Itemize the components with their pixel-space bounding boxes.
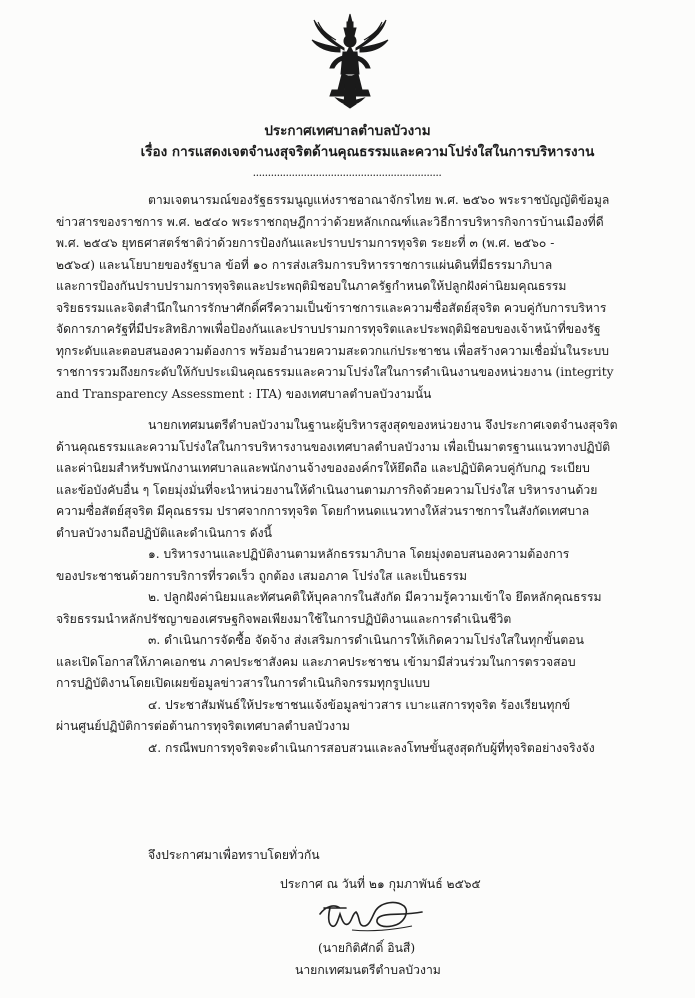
list-item-first-line: ๑. บริหารงานและปฏิบัติงานตามหลักธรรมาภิบาล โดยมุ่งตอบสนองความต้องการ [148,547,570,561]
paragraph-2 [56,415,658,544]
text-line: จริยธรรมนำหลักปรัชญาของเศรษฐกิจพอเพียงมาใช้ในการปฏิบัติงานและการดำเนินชีวิต [56,611,512,626]
text-line: ของประชาชนด้วยการบริการที่รวดเร็ว ถูกต้อง เสมอภาค โปร่งใส และเป็นธรรม [56,568,468,583]
list-item-first-line: ๔. ประชาสัมพันธ์ให้ประชาชนแจ้งข้อมูลข่าวสาร เบาะแสการทุจริต ร้องเรียนทุกข์ [148,697,571,712]
paragraph-1 [56,190,658,405]
text-line: พ.ศ. ๒๕๔๖ ยุทธศาสตร์ชาติว่าด้วยการป้องกันและปราบปรามการทุจริต ระยะที่ ๓ (พ.ศ. ๒๕๖๐ - [56,236,555,250]
document-body [56,190,658,759]
text-line: ทุกระดับและตอบสนองความต้องการ พร้อมอำนวยความสะดวกแก่ประชาชน เพื่อสร้างความเชื่อมั่นในระบบ [56,343,609,358]
text-line: ตำบลบัวงามถือปฏิบัติและดำเนินการ ดังนี้ [56,525,272,540]
list-item-first-line: ๓. ดำเนินการจัดซื้อ จัดจ้าง ส่งเสริมการดำเนินการให้เกิดความโปร่งใสในทุกขั้นตอน [148,633,584,647]
list-item-first-line: ๒. ปลูกฝังค่านิยมและทัศนคติให้บุคลากรในสังกัด มีความรู้ความเข้าใจ ยึดหลักคุณธรรม [148,590,602,604]
signer-title: นายกเทศมนตรีตำบลบัวงาม [295,963,441,977]
text-line: ผ่านศูนย์ปฏิบัติการต่อต้านการทุจริตเทศบาลตำบลบัวงาม [56,719,350,733]
list-item-4 [56,695,658,738]
text-line: และค่านิยมสำหรับพนักงานเทศบาลและพนักงานจ้างขององค์กรให้ยึดถือ และปฏิบัติควบคู่กับกฎ ระเบียบ [56,461,590,475]
list-item-3 [56,630,658,695]
text-line: ๒๕๖๔) และนโยบายของรัฐบาล ข้อที่ ๑๐ การส่งเสริมการบริหารราชการแผ่นดินที่มีธรรมาภิบาล [56,257,553,272]
text-line: นายกเทศมนตรีตำบลบัวงามในฐานะผู้บริหารสูงสุดของหน่วยงาน จึงประกาศเจตจำนงสุจริต [148,418,618,432]
title-separator: ............................................................... [252,166,442,179]
text-line: ราชการรวมถึงยกระดับให้กับประเมินคุณธรรมและความโปร่งใสในการดำเนินงานของหน่วยงาน (integrity [56,365,614,379]
list-item-2 [56,587,658,630]
text-line: และการป้องกันปราบปรามการทุจริตและประพฤติมิชอบในภาครัฐกำหนดให้ปลูกฝังค่านิยมคุณธรรม [56,279,567,293]
document-title: ประกาศเทศบาลตำบลบัวงาม [264,123,431,139]
list-item-first-line: ๕. กรณีพบการทุจริตจะดำเนินการสอบสวนและลงโทษขั้นสูงสุดกับผู้ที่ทุจริตอย่างจริงจัง [148,740,595,755]
text-line: and Transparency Assessment : ITA) ของเทศบาลตำบลบัวงามนั้น [56,386,432,401]
list-item-5 [56,738,658,760]
text-line: ด้านคุณธรรมและความโปร่งใสในการบริหารงานของเทศบาลตำบลบัวงาม เพื่อเป็นมาตรฐานแนวทางปฏิบัติ [56,439,611,454]
text-line: ข่าวสารของราชการ พ.ศ. ๒๕๔๐ พระราชกฤษฎีกาว่าด้วยหลักเกณฑ์และวิธีการบริหารกิจการบ้านเมืองที่ดี [56,214,604,229]
text-line: จัดการภาครัฐที่มีประสิทธิภาพเพื่อป้องกันและปราบปรามการทุจริตและประพฤติมิชอบของเจ้าหน้าที่ของรัฐ [56,322,601,336]
text-line: และเปิดโอกาสให้ภาคเอกชน ภาคประชาสังคม และภาคประชาชน เข้ามามีส่วนร่วมในการตรวจสอบ [56,654,576,669]
garuda-emblem-icon [310,12,390,110]
handwritten-signature [312,896,432,938]
document-subject: เรื่อง การแสดงเจตจำนงสุจริตด้านคุณธรรมและความโปร่งใสในการบริหารงาน [140,144,595,160]
list-item-1 [56,544,658,587]
signer-name: (นายกิติศักดิ์ อินสี) [318,941,416,955]
announcement-date: ประกาศ ณ วันที่ ๒๑ กุมภาพันธ์ ๒๕๖๕ [280,877,481,891]
text-line: ตามเจตนารมณ์ของรัฐธรรมนูญแห่งราชอาณาจักรไทย พ.ศ. ๒๕๖๐ พระราชบัญญัติข้อมูล [148,193,610,207]
text-line: จริยธรรมและจิตสำนึกในการรักษาศักดิ์ศรีความเป็นข้าราชการและความซื่อสัตย์สุจริต ควบคู่กับการบริหาร [56,300,607,315]
text-line: การปฏิบัติงานโดยเปิดเผยข้อมูลข่าวสารในการดำเนินกิจกรรมทุกรูปแบบ [56,676,431,690]
closing-statement: จึงประกาศมาเพื่อทราบโดยทั่วกัน [148,848,320,862]
text-line: ความซื่อสัตย์สุจริต มีคุณธรรม ปราศจากการทุจริต โดยกำหนดแนวทางให้ส่วนราชการในสังกัดเทศบาล [56,504,590,518]
text-line: และข้อบังคับอื่น ๆ โดยมุ่งมั่นที่จะนำหน่วยงานให้ดำเนินงานตามภารกิจด้วยความโปร่งใส บริหารงานด้วย [56,482,598,497]
